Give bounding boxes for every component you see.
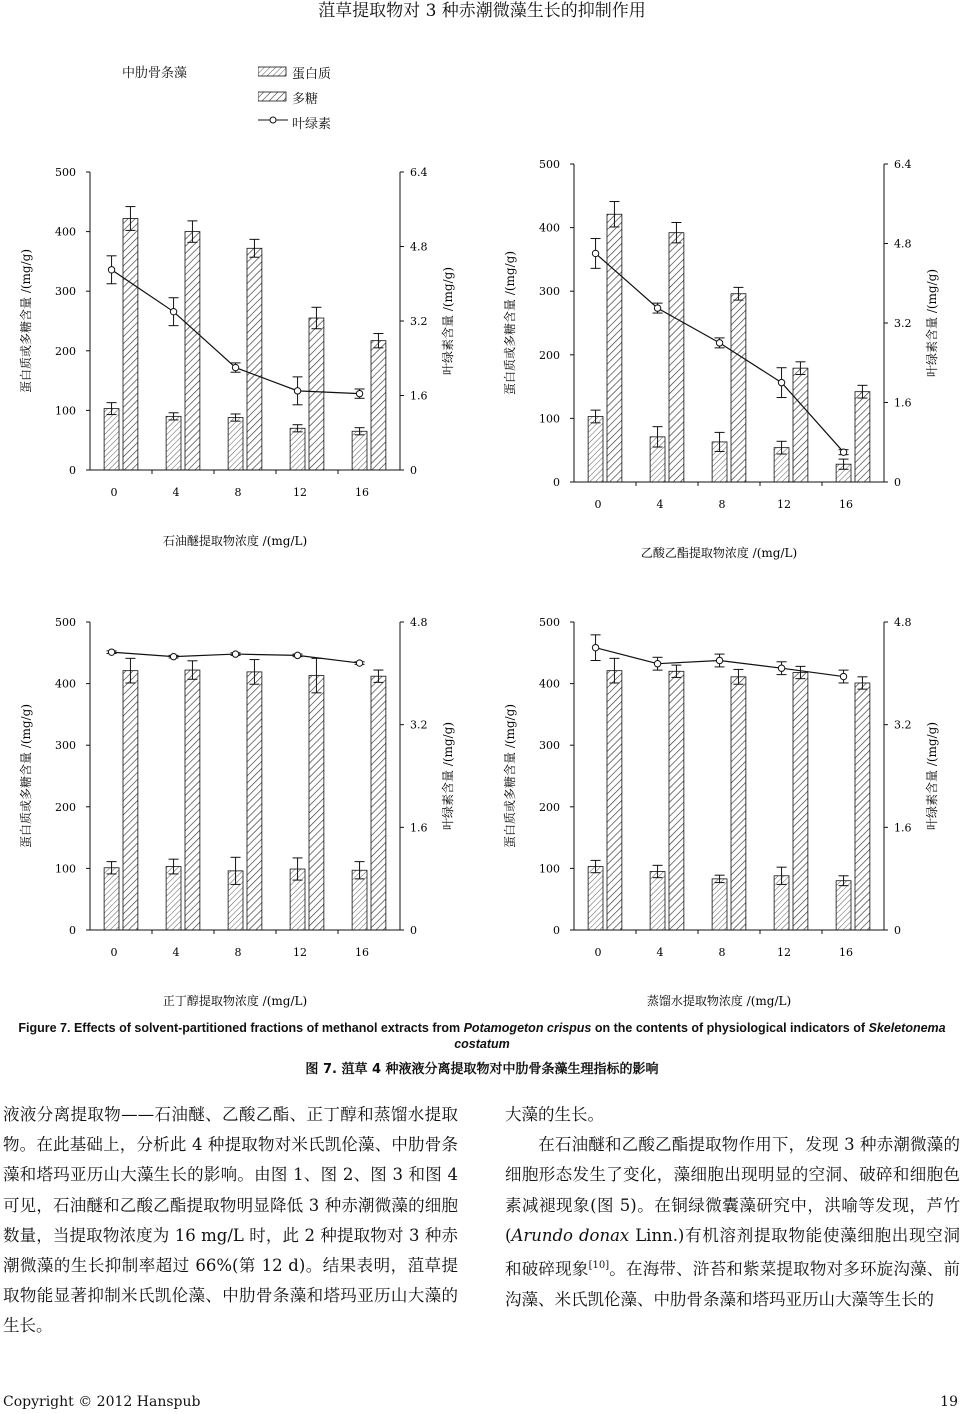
point-chlorophyll [840, 449, 846, 455]
chart-svg [0, 570, 480, 1010]
bar-protein [290, 428, 305, 470]
x-tick-label: 12 [293, 486, 307, 499]
y2-tick-label: 4.8 [894, 237, 912, 251]
point-chlorophyll [778, 665, 784, 671]
species-label: 中肋骨条藻 [122, 66, 188, 81]
y-tick-label: 400 [539, 677, 560, 691]
y2-axis-label: 叶绿素含量 /(mg/g) [441, 721, 455, 831]
x-axis-label: 乙酸乙酯提取物浓度 /(mg/L) [640, 546, 798, 560]
chart-distilled-water [484, 570, 964, 1010]
bar-protein [166, 867, 181, 930]
bar-protein [836, 881, 851, 930]
chart-ethyl-acetate [484, 112, 964, 562]
bar-protein [588, 867, 603, 930]
y2-tick-label: 3.2 [894, 317, 912, 330]
y-axis-label: 蛋白质或多糖含量 /(mg/g) [503, 250, 517, 396]
point-chlorophyll [170, 653, 176, 659]
point-chlorophyll [294, 388, 300, 394]
y-tick-label: 0 [553, 476, 560, 489]
point-chlorophyll [840, 673, 846, 679]
x-tick-label: 4 [172, 946, 180, 959]
point-chlorophyll [232, 651, 238, 657]
figure-7 [0, 40, 964, 1020]
y2-tick-label: 1.6 [894, 396, 912, 410]
legend-swatch-protein [258, 67, 286, 76]
x-tick-label: 16 [839, 498, 853, 511]
y-tick-label: 200 [539, 800, 560, 814]
y2-tick-label: 4.8 [410, 616, 428, 629]
bar-protein [104, 868, 119, 930]
x-axis-label: 蒸馏水提取物浓度 /(mg/L) [646, 994, 792, 1008]
point-chlorophyll [654, 305, 660, 311]
bar-protein [166, 416, 181, 470]
bar-protein [228, 418, 243, 470]
y-tick-label: 400 [55, 677, 76, 691]
x-tick-label: 8 [718, 946, 726, 959]
y2-tick-label: 1.6 [894, 821, 912, 835]
bar-polysaccharide [185, 670, 200, 930]
point-chlorophyll [716, 657, 722, 663]
x-tick-label: 8 [234, 946, 242, 959]
y2-tick-label: 3.2 [894, 718, 912, 732]
y2-tick-label: 3.2 [410, 315, 428, 328]
bar-protein [104, 409, 119, 470]
y-tick-label: 0 [69, 464, 76, 477]
y2-tick-label: 0 [410, 464, 417, 477]
footer-copyright: Copyright © 2012 Hanspub [3, 1394, 201, 1410]
y2-tick-label: 6.4 [894, 158, 912, 171]
y-tick-label: 0 [69, 924, 76, 937]
y-axis-label: 蛋白质或多糖含量 /(mg/g) [19, 703, 33, 849]
bar-polysaccharide [123, 671, 138, 930]
bar-polysaccharide [123, 218, 138, 470]
x-tick-label: 0 [594, 946, 602, 959]
x-tick-label: 16 [355, 486, 369, 499]
x-tick-label: 16 [355, 946, 369, 959]
y-tick-label: 500 [55, 166, 76, 179]
y2-axis-label: 叶绿素含量 /(mg/g) [925, 721, 939, 831]
body-text-right [505, 1100, 960, 1315]
point-chlorophyll [232, 364, 238, 370]
bar-polysaccharide [247, 248, 262, 470]
bar-polysaccharide [855, 392, 870, 482]
x-tick-label: 4 [656, 498, 664, 511]
y2-tick-label: 6.4 [410, 166, 428, 179]
x-tick-label: 16 [839, 946, 853, 959]
bar-polysaccharide [247, 672, 262, 930]
chart-n-butanol [0, 570, 480, 1010]
chart-svg [484, 112, 964, 562]
y2-axis-label: 叶绿素含量 /(mg/g) [925, 268, 939, 378]
y2-tick-label: 1.6 [410, 389, 428, 403]
y-tick-label: 300 [539, 285, 560, 299]
bar-polysaccharide [669, 671, 684, 930]
y-axis-label: 蛋白质或多糖含量 /(mg/g) [19, 248, 33, 394]
x-tick-label: 12 [777, 498, 791, 511]
x-tick-label: 4 [656, 946, 664, 959]
y-tick-label: 100 [55, 862, 76, 876]
bar-polysaccharide [607, 214, 622, 482]
y-tick-label: 500 [55, 616, 76, 629]
legend-label-polysaccharide: 多糖 [292, 92, 319, 107]
x-tick-label: 0 [110, 486, 118, 499]
y2-tick-label: 3.2 [410, 718, 428, 732]
bar-protein [588, 416, 603, 482]
body-text-left [3, 1100, 458, 1342]
bar-protein [650, 871, 665, 930]
bar-polysaccharide [371, 341, 386, 470]
bar-polysaccharide [793, 673, 808, 930]
legend-swatch-polysaccharide [258, 92, 286, 101]
y-tick-label: 200 [55, 800, 76, 814]
x-axis-label: 石油醚提取物浓度 /(mg/L) [162, 534, 308, 548]
bar-protein [352, 431, 367, 470]
paragraph-left: 液液分离提取物——石油醚、乙酸乙酯、正丁醇和蒸馏水提取物。在此基础上，分析此 4 种提取物对米氏凯伦藻、中肋骨条藻和塔玛亚历山大藻生长的影响。由图 1、图 2、图 3 和图 4 可见，石油醚和乙酸乙酯提取物明显降低 3 种赤潮微藻的细胞数量，当提取物浓度为 16 mg/L 时，此 2 种提取物对 3 种赤潮微藻的生长抑制率超过 66%(第 12 d)。结果表明，菹草提取物能显著抑制米氏凯伦藻、中肋骨条藻和塔玛亚历山大藻的生长。 [3, 1105, 458, 1336]
bar-polysaccharide [185, 232, 200, 470]
x-tick-label: 8 [234, 486, 242, 499]
y-tick-label: 0 [553, 924, 560, 937]
running-header: 菹草提取物对 3 种赤潮微藻生长的抑制作用 [318, 1, 646, 21]
point-chlorophyll [294, 652, 300, 658]
x-tick-label: 0 [110, 946, 118, 959]
bar-polysaccharide [731, 677, 746, 930]
chart-petroleum-ether [0, 120, 480, 550]
legend-label-chlorophyll: 叶绿素 [292, 117, 332, 132]
y-tick-label: 200 [55, 344, 76, 358]
x-tick-label: 0 [594, 498, 602, 511]
bar-polysaccharide [309, 676, 324, 930]
y-tick-label: 100 [539, 412, 560, 426]
y-tick-label: 100 [55, 404, 76, 418]
point-chlorophyll [592, 250, 598, 256]
chart-svg [484, 570, 964, 1010]
y2-axis-label: 叶绿素含量 /(mg/g) [441, 266, 455, 376]
point-chlorophyll [716, 340, 722, 346]
paragraph-right-1: 大藻的生长。 [505, 1105, 604, 1124]
bar-protein [712, 879, 727, 930]
bar-polysaccharide [731, 294, 746, 482]
page-number: 19 [940, 1394, 958, 1410]
y-tick-label: 100 [539, 862, 560, 876]
y-tick-label: 500 [539, 616, 560, 629]
y-tick-label: 300 [55, 285, 76, 299]
bar-polysaccharide [669, 233, 684, 482]
chart-svg [0, 120, 480, 550]
y2-tick-label: 0 [894, 924, 901, 937]
bar-polysaccharide [607, 671, 622, 930]
y2-tick-label: 1.6 [410, 821, 428, 835]
point-chlorophyll [108, 649, 114, 655]
x-tick-label: 4 [172, 486, 180, 499]
x-tick-label: 12 [777, 946, 791, 959]
figure-caption-zh: 图 7. 菹草 4 种液液分离提取物对中肋骨条藻生理指标的影响 [305, 1062, 659, 1077]
legend-label-protein: 蛋白质 [292, 67, 332, 82]
point-chlorophyll [356, 390, 362, 396]
y2-tick-label: 0 [410, 924, 417, 937]
bar-polysaccharide [371, 676, 386, 930]
y-tick-label: 200 [539, 348, 560, 362]
y2-tick-label: 4.8 [410, 240, 428, 254]
bar-polysaccharide [793, 368, 808, 482]
point-chlorophyll [592, 644, 598, 650]
y-tick-label: 300 [55, 739, 76, 753]
bar-polysaccharide [855, 683, 870, 930]
y2-tick-label: 4.8 [894, 616, 912, 629]
point-chlorophyll [170, 308, 176, 314]
y2-tick-label: 0 [894, 476, 901, 489]
y-tick-label: 400 [55, 225, 76, 239]
y-tick-label: 300 [539, 739, 560, 753]
figure-caption-en: Figure 7. Effects of solvent-partitioned fractions of methanol extracts from Potamogeton crispus on the contents of physiological indicators of Skeletonema costatum [18, 1021, 946, 1051]
point-chlorophyll [778, 379, 784, 385]
x-axis-label: 正丁醇提取物浓度 /(mg/L) [162, 994, 308, 1008]
y-tick-label: 400 [539, 221, 560, 235]
y-tick-label: 500 [539, 158, 560, 171]
x-tick-label: 8 [718, 498, 726, 511]
point-chlorophyll [356, 660, 362, 666]
x-tick-label: 12 [293, 946, 307, 959]
point-chlorophyll [654, 661, 660, 667]
bar-polysaccharide [309, 318, 324, 470]
y-axis-label: 蛋白质或多糖含量 /(mg/g) [503, 703, 517, 849]
paragraph-right-2: 在石油醚和乙酸乙酯提取物作用下，发现 3 种赤潮微藻的细胞形态发生了变化，藻细胞出现明显的空洞、破碎和细胞色素减褪现象(图 5)。在铜绿微囊藻研究中，洪喻等发现，芦竹(Arundo donax Linn.)有机溶剂提取物能使藻细胞出现空洞和破碎现象[10]。在海带、浒苔和紫菜提取物对多环旋沟藻、前沟藻、米氏凯伦藻、中肋骨条藻和塔玛亚历山大藻等生长的 [505, 1135, 961, 1309]
point-chlorophyll [108, 267, 114, 273]
